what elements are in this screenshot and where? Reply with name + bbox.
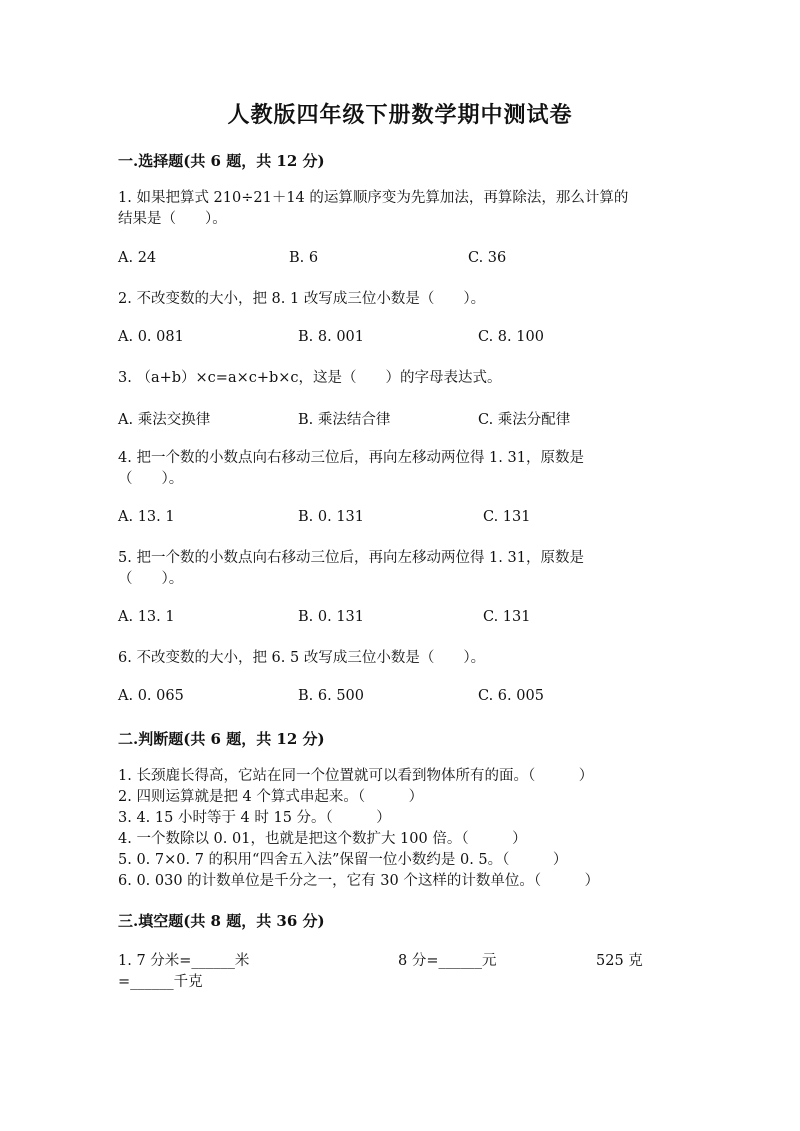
question-text: 1. 如果把算式 210÷21＋14 的运算顺序变为先算加法，再算除法，那么计算的 (118, 190, 629, 206)
section-heading-choice: 一.选择题(共 6 题，共 12 分) (118, 152, 325, 170)
judgement-item: 6. 0. 030 的计数单位是千分之一，它有 30 个这样的计数单位。（ ） (118, 873, 600, 889)
judgement-item: 3. 4. 15 小时等于 4 时 15 分。（ ） (118, 810, 391, 826)
judgement-item: 5. 0. 7×0. 7 的积用“四舍五入法”保留一位小数约是 0. 5。（ ） (118, 852, 568, 868)
question-text: （ ）。 (118, 471, 184, 487)
fill-item: 1. 7 分米=______米 (118, 953, 250, 969)
fill-item: 525 克 (596, 953, 643, 969)
fill-item: 8 分=______元 (398, 953, 497, 969)
option-c: C. 131 (483, 509, 531, 525)
page-title: 人教版四年级下册数学期中测试卷 (227, 102, 573, 128)
fill-item: =______千克 (118, 974, 203, 990)
option-a: A. 乘法交换律 (118, 412, 211, 428)
option-a: A. 0. 065 (118, 688, 184, 704)
option-c: C. 乘法分配律 (478, 412, 571, 428)
question-text: 4. 把一个数的小数点向右移动三位后，再向左移动两位得 1. 31，原数是 (118, 450, 584, 466)
option-b: B. 6. 500 (298, 688, 364, 704)
option-b: B. 乘法结合律 (298, 412, 391, 428)
question-text: （ ）。 (118, 571, 184, 587)
section-heading-judgement: 二.判断题(共 6 题，共 12 分) (118, 730, 325, 748)
option-b: B. 0. 131 (298, 509, 364, 525)
option-b: B. 0. 131 (298, 609, 364, 625)
judgement-item: 4. 一个数除以 0. 01，也就是把这个数扩大 100 倍。（ ） (118, 831, 527, 847)
judgement-item: 2. 四则运算就是把 4 个算式串起来。（ ） (118, 789, 424, 805)
question-text: 5. 把一个数的小数点向右移动三位后，再向左移动两位得 1. 31，原数是 (118, 550, 584, 566)
question-text: 3. （a+b）×c=a×c+b×c，这是（ ）的字母表达式。 (118, 370, 502, 386)
judgement-item: 1. 长颈鹿长得高，它站在同一个位置就可以看到物体所有的面。（ ） (118, 768, 594, 784)
option-a: A. 0. 081 (118, 329, 184, 345)
question-text: 2. 不改变数的大小，把 8. 1 改写成三位小数是（ ）。 (118, 291, 486, 307)
option-a: A. 24 (118, 250, 157, 266)
option-a: A. 13. 1 (118, 609, 175, 625)
option-c: C. 36 (468, 250, 507, 266)
section-heading-fill: 三.填空题(共 8 题，共 36 分) (118, 912, 325, 930)
question-text: 6. 不改变数的大小，把 6. 5 改写成三位小数是（ ）。 (118, 650, 486, 666)
option-a: A. 13. 1 (118, 509, 175, 525)
option-b: B. 6 (289, 250, 319, 266)
question-text: 结果是（ ）。 (118, 211, 227, 227)
option-b: B. 8. 001 (298, 329, 364, 345)
option-c: C. 8. 100 (478, 329, 544, 345)
option-c: C. 131 (483, 609, 531, 625)
option-c: C. 6. 005 (478, 688, 544, 704)
